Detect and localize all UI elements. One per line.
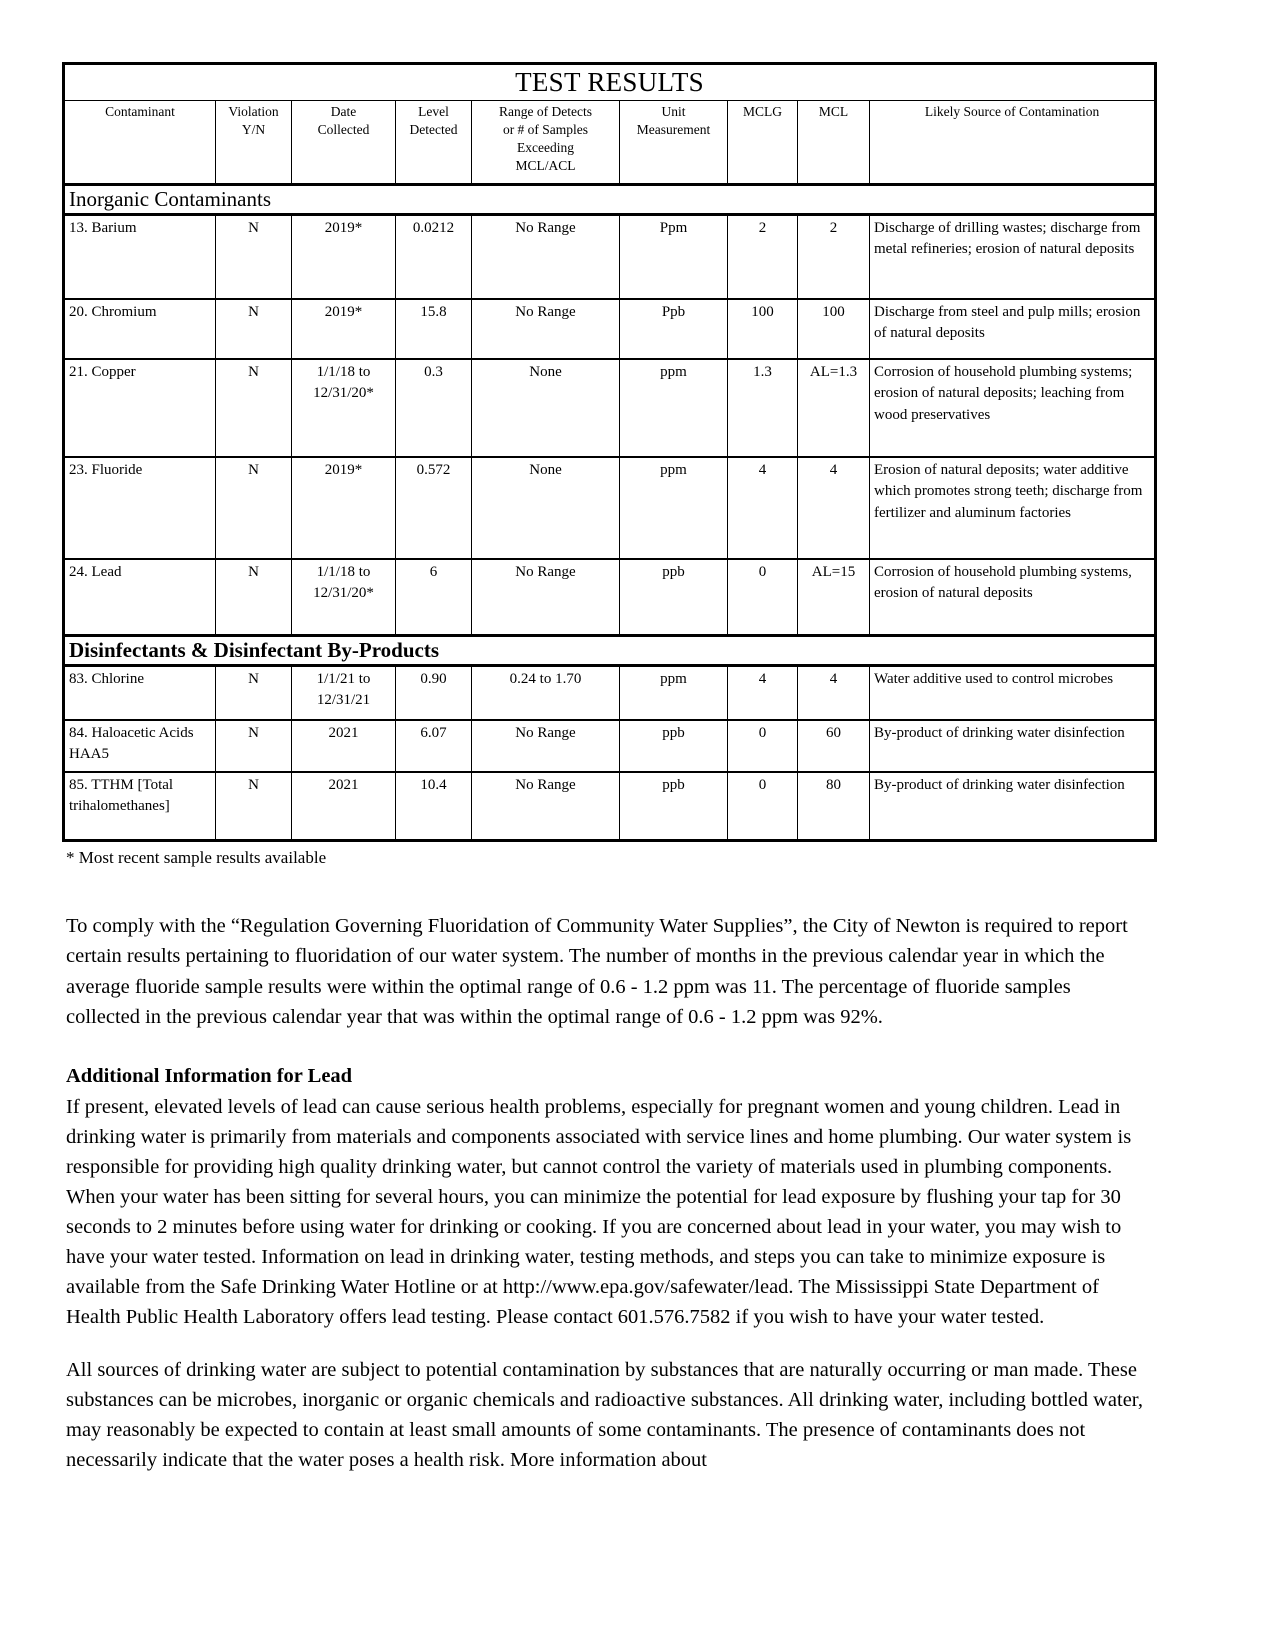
cell-contaminant: 84. Haloacetic Acids HAA5 — [64, 720, 216, 772]
cell-mcl: 4 — [798, 666, 870, 721]
level-line2: Detected — [409, 121, 458, 137]
section-header-row — [64, 185, 1156, 215]
cell-mclg: 4 — [728, 457, 798, 559]
cell-source: By-product of drinking water disinfection — [870, 772, 1156, 841]
column-header-source: Likely Source of Contamination — [870, 101, 1156, 185]
cell-violation: N — [216, 772, 292, 841]
range-line2: or # of Samples — [502, 121, 589, 137]
cell-date: 1/1/21 to 12/31/21 — [292, 666, 396, 721]
cell-date: 2021 — [292, 720, 396, 772]
cell-date: 2019* — [292, 215, 396, 300]
column-header-mcl: MCL — [798, 101, 870, 185]
cell-source: Corrosion of household plumbing systems, erosion of natural deposits — [870, 559, 1156, 636]
column-header-range — [472, 101, 620, 185]
table-row — [64, 666, 1156, 721]
cell-violation: N — [216, 457, 292, 559]
cell-contaminant: 21. Copper — [64, 359, 216, 457]
cell-unit: ppm — [620, 666, 728, 721]
cell-range: None — [472, 359, 620, 457]
cell-mclg: 100 — [728, 299, 798, 359]
cell-contaminant: 83. Chlorine — [64, 666, 216, 721]
table-row — [64, 720, 1156, 772]
column-header-unit — [620, 101, 728, 185]
cell-range: 0.24 to 1.70 — [472, 666, 620, 721]
cell-unit: ppb — [620, 720, 728, 772]
cell-violation: N — [216, 215, 292, 300]
heading-additional-information-for-lead: Additional Information for Lead — [66, 1064, 353, 1087]
cell-range: No Range — [472, 299, 620, 359]
cell-level: 6 — [396, 559, 472, 636]
cell-unit: Ppm — [620, 215, 728, 300]
table-row — [64, 559, 1156, 636]
section-header-row — [64, 636, 1156, 666]
column-header-violation — [216, 101, 292, 185]
cell-range: No Range — [472, 720, 620, 772]
cell-date: 1/1/18 to 12/31/20* — [292, 359, 396, 457]
table-row — [64, 299, 1156, 359]
cell-unit: ppm — [620, 457, 728, 559]
cell-mcl: AL=15 — [798, 559, 870, 636]
cell-violation: N — [216, 666, 292, 721]
cell-violation: N — [216, 559, 292, 636]
paragraph-fluoridation: To comply with the “Regulation Governing Fluoridation of Community Water Supplies”, the City of Newton is required to report certain results pertaining to fluoridation of our water system. The number of months in the previous calendar year in which the average fluoride sample results were within the optimal range of 0.6 - 1.2 ppm was 11. The percentage of fluoride samples collected in the previous calendar year that was within the optimal range of 0.6 - 1.2 ppm was 92%. — [66, 915, 1128, 1028]
cell-contaminant: 24. Lead — [64, 559, 216, 636]
violation-line1: Violation — [228, 104, 279, 119]
column-header-date-collected — [292, 101, 396, 185]
cell-source: Corrosion of household plumbing systems; erosion of natural deposits; leaching from wood preservatives — [870, 359, 1156, 457]
cell-mclg: 0 — [728, 559, 798, 636]
cell-unit: ppb — [620, 772, 728, 841]
spacer — [66, 1333, 1149, 1355]
cell-contaminant: 85. TTHM [Total trihalomethanes] — [64, 772, 216, 841]
paragraph-sources: All sources of drinking water are subject to potential contamination by substances that are naturally occurring or man made. These substances can be microbes, inorganic or organic chemicals and radioactive substances. All drinking water, including bottled water, may reasonably be expected to contain at least small amounts of some contaminants. The presence of contaminants does not necessarily indicate that the water poses a health risk. More information about — [66, 1358, 1143, 1471]
cell-mcl: 4 — [798, 457, 870, 559]
cell-mcl: 2 — [798, 215, 870, 300]
cell-date: 1/1/18 to 12/31/20* — [292, 559, 396, 636]
unit-line2: Measurement — [636, 121, 711, 137]
range-line3: Exceeding — [517, 139, 574, 155]
table-title-row — [64, 64, 1156, 101]
cell-source: Erosion of natural deposits; water additive which promotes strong teeth; discharge from fertilizer and aluminum factories — [870, 457, 1156, 559]
cell-level: 0.3 — [396, 359, 472, 457]
date-line2: Collected — [317, 121, 370, 137]
level-line1: Level — [418, 104, 449, 119]
cell-mcl: 60 — [798, 720, 870, 772]
range-line1: Range of Detects — [499, 104, 592, 119]
column-header-mclg: MCLG — [728, 101, 798, 185]
paragraph-lead: If present, elevated levels of lead can cause serious health problems, especially for pregnant women and young children. Lead in drinking water is primarily from materials and components associated with service lines and home plumbing. Our water system is responsible for providing high quality drinking water, but cannot control the variety of materials used in plumbing components. When your water has been sitting for several hours, you can minimize the potential for lead exposure by flushing your tap for 30 seconds to 2 minutes before using water for drinking or cooking. If you are concerned about lead in your water, you may wish to have your water tested. Information on lead in drinking water, testing methods, and steps you can take to minimize exposure is available from the Safe Drinking Water Hotline or at http://www.epa.gov/safewater/lead. The Mississippi State Department of Health Public Health Laboratory offers lead testing. Please contact 601.576.7582 if you wish to have your water tested. — [66, 1095, 1132, 1329]
cell-source: Water additive used to control microbes — [870, 666, 1156, 721]
table-title: TEST RESULTS — [64, 64, 1156, 101]
cell-range: No Range — [472, 215, 620, 300]
unit-line1: Unit — [661, 104, 686, 119]
cell-level: 10.4 — [396, 772, 472, 841]
cell-mcl: 100 — [798, 299, 870, 359]
cell-date: 2019* — [292, 457, 396, 559]
cell-contaminant: 20. Chromium — [64, 299, 216, 359]
cell-violation: N — [216, 299, 292, 359]
cell-level: 0.90 — [396, 666, 472, 721]
body-text-container — [66, 911, 1149, 1475]
test-results-table — [62, 62, 1157, 842]
cell-mclg: 1.3 — [728, 359, 798, 457]
cell-violation: N — [216, 359, 292, 457]
cell-level: 15.8 — [396, 299, 472, 359]
date-line1: Date — [330, 104, 357, 119]
cell-unit: ppb — [620, 559, 728, 636]
cell-mcl: 80 — [798, 772, 870, 841]
cell-source: By-product of drinking water disinfection — [870, 720, 1156, 772]
table-footnote: * Most recent sample results available — [66, 848, 327, 868]
cell-contaminant: 23. Fluoride — [64, 457, 216, 559]
section-title-disinfectants: Disinfectants & Disinfectant By-Products — [64, 636, 1156, 666]
spacer — [62, 869, 1157, 911]
table-header-row — [64, 101, 1156, 185]
cell-source: Discharge of drilling wastes; discharge from metal refineries; erosion of natural deposits — [870, 215, 1156, 300]
table-row — [64, 359, 1156, 457]
column-header-contaminant: Contaminant — [64, 101, 216, 185]
cell-range: None — [472, 457, 620, 559]
cell-source: Discharge from steel and pulp mills; erosion of natural deposits — [870, 299, 1156, 359]
table-row — [64, 457, 1156, 559]
cell-date: 2021 — [292, 772, 396, 841]
cell-level: 0.572 — [396, 457, 472, 559]
cell-unit: ppm — [620, 359, 728, 457]
cell-mclg: 2 — [728, 215, 798, 300]
cell-violation: N — [216, 720, 292, 772]
table-row — [64, 772, 1156, 841]
cell-mclg: 0 — [728, 720, 798, 772]
section-title-inorganic: Inorganic Contaminants — [64, 185, 1156, 215]
cell-range: No Range — [472, 559, 620, 636]
cell-range: No Range — [472, 772, 620, 841]
cell-mclg: 4 — [728, 666, 798, 721]
table-row — [64, 215, 1156, 300]
cell-mcl: AL=1.3 — [798, 359, 870, 457]
spacer — [66, 1032, 1149, 1062]
column-header-level-detected — [396, 101, 472, 185]
cell-unit: Ppb — [620, 299, 728, 359]
violation-line2: Y/N — [241, 121, 266, 137]
range-line4: MCL/ACL — [515, 157, 576, 173]
cell-date: 2019* — [292, 299, 396, 359]
cell-mclg: 0 — [728, 772, 798, 841]
cell-level: 0.0212 — [396, 215, 472, 300]
cell-contaminant: 13. Barium — [64, 215, 216, 300]
cell-level: 6.07 — [396, 720, 472, 772]
